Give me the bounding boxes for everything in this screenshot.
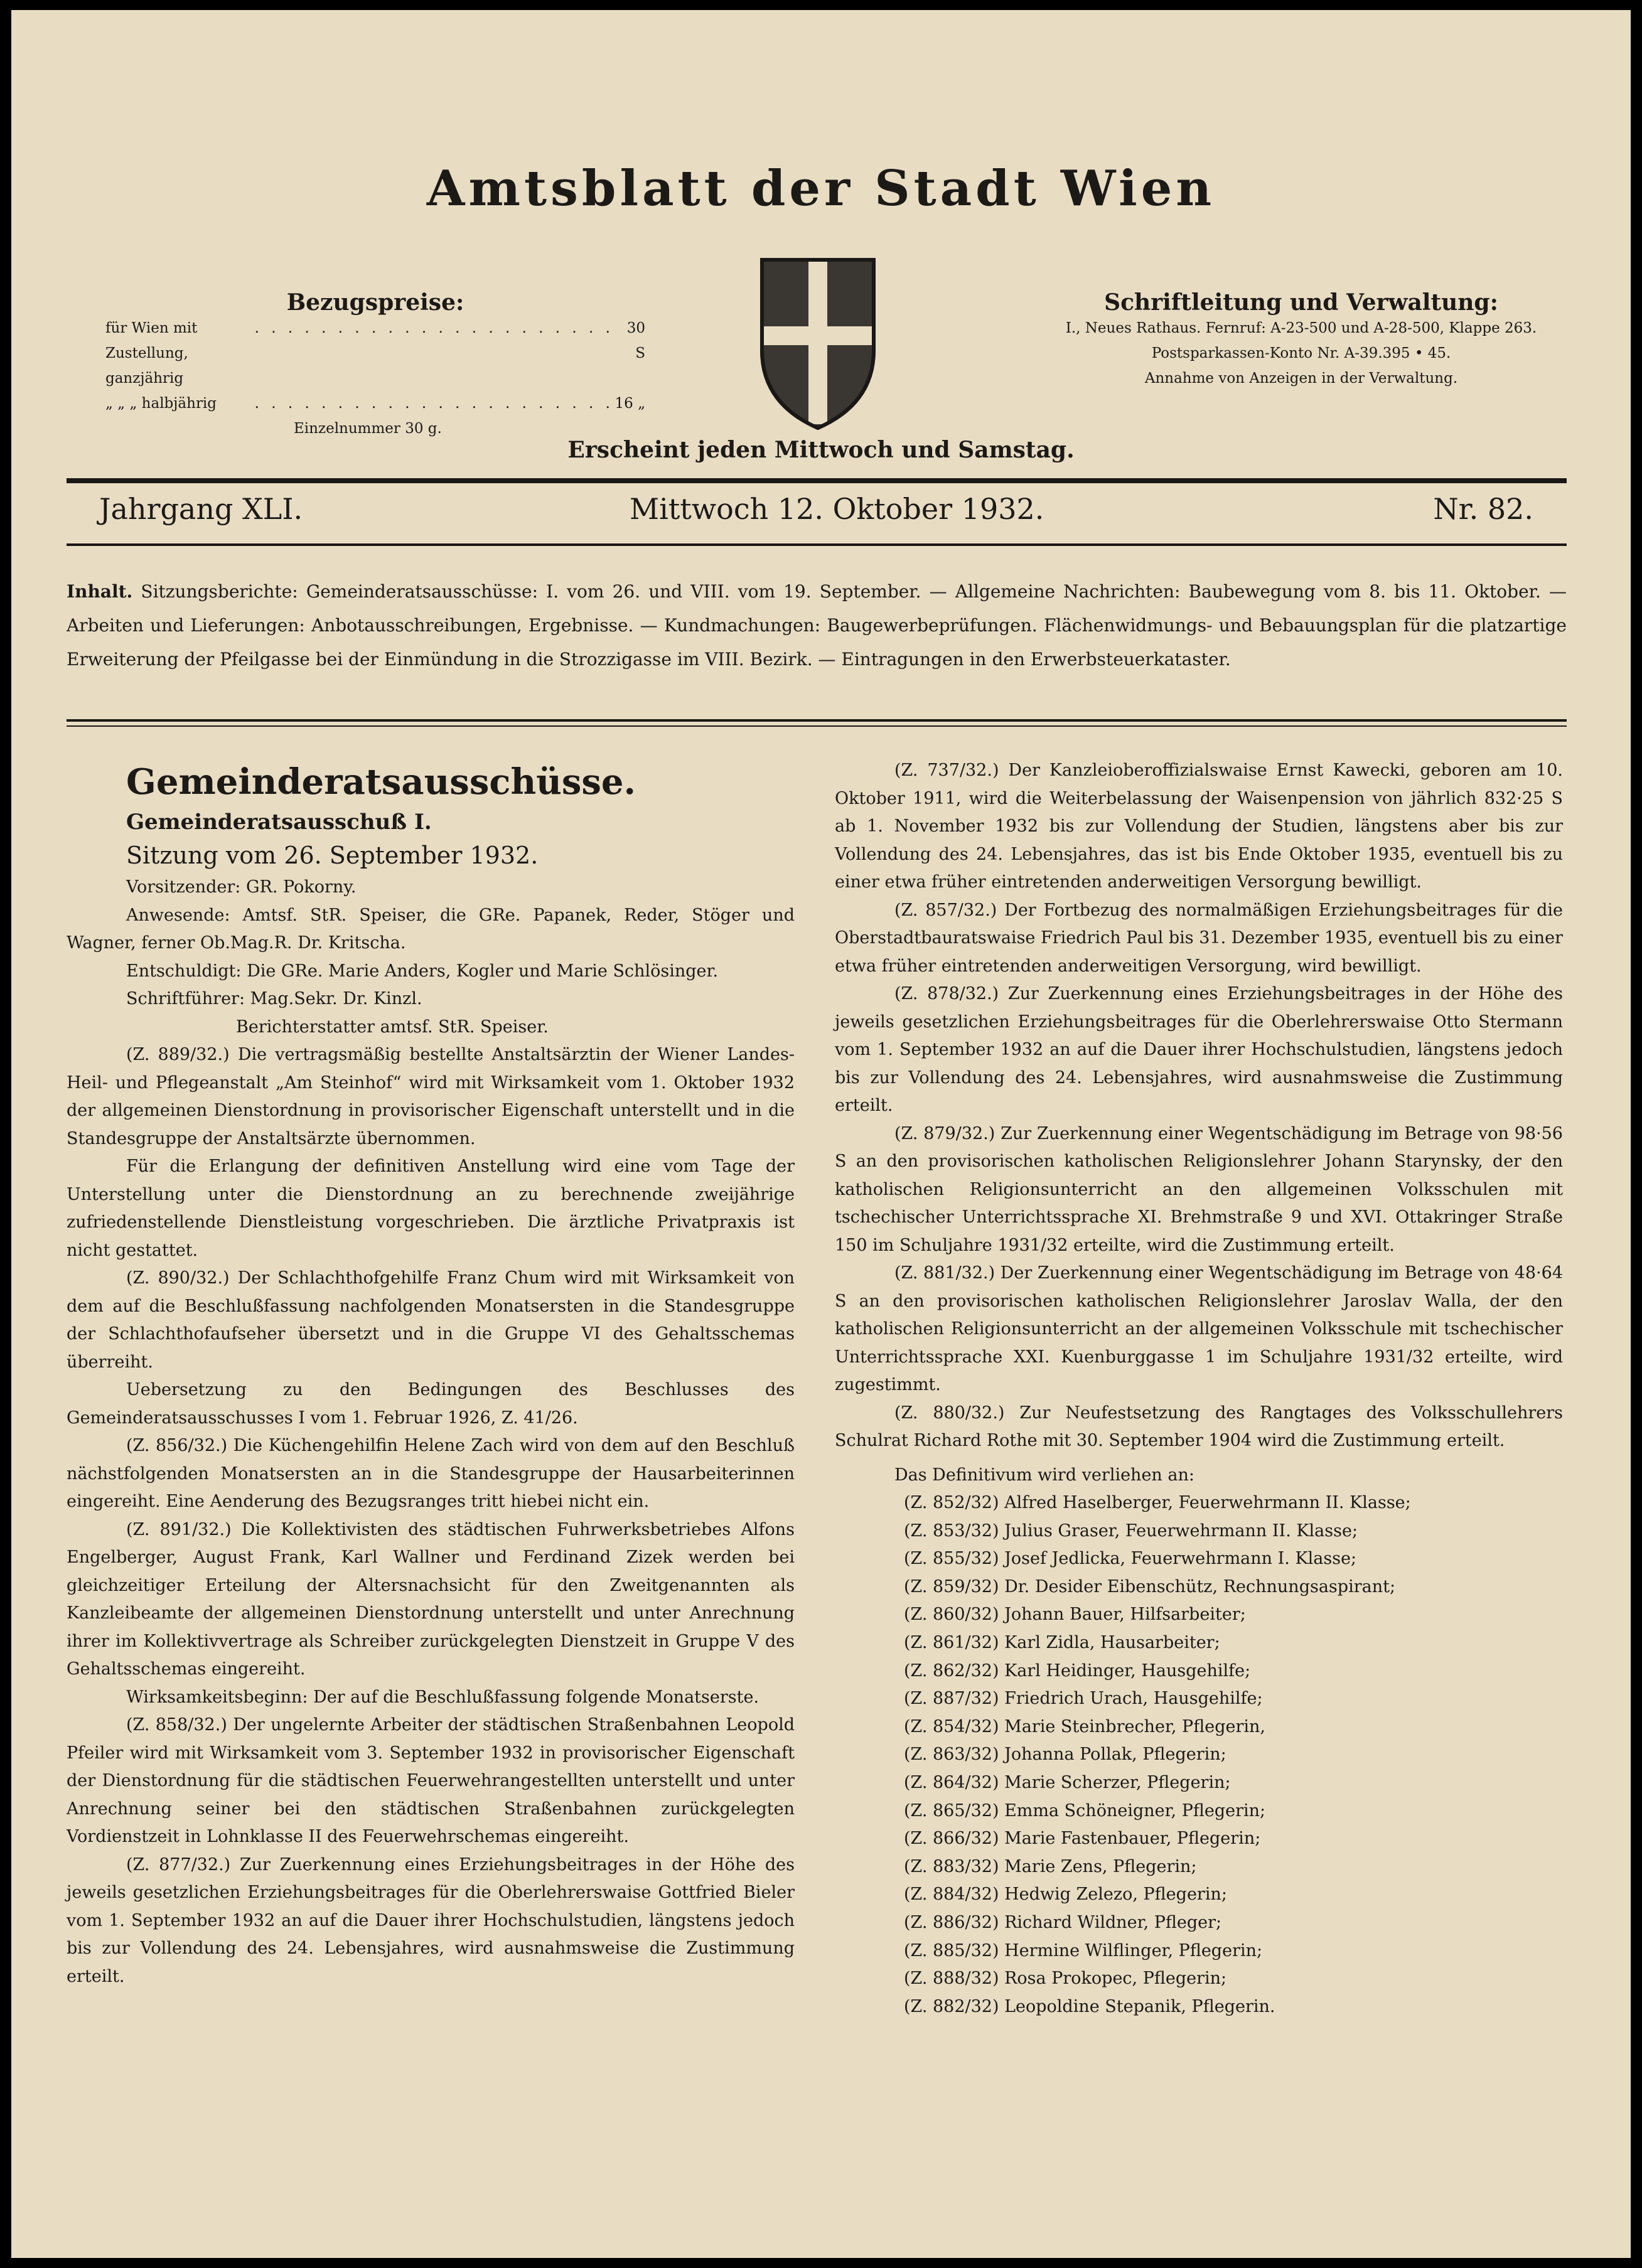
list-item: (Z. 888/32) Rosa Prokopec, Pflegerin; <box>904 1969 1227 1989</box>
divider <box>67 719 1567 722</box>
masthead-title: Amtsblatt der Stadt Wien <box>426 160 1216 217</box>
list-item: (Z. 883/32) Marie Zens, Pflegerin; <box>904 1856 1197 1876</box>
section-heading: Gemeinderatsausschüsse. <box>126 761 636 803</box>
paragraph: Schriftführer: Mag.Sekr. Dr. Kinzl. <box>126 989 422 1008</box>
list-item: (Z. 859/32) Dr. Desider Eibenschütz, Rechnungsaspirant; <box>904 1576 1396 1597</box>
issue-line <box>99 492 1533 536</box>
editorial-postal-account: Postsparkassen-Konto Nr. A-39.395 • 45. <box>1151 345 1451 361</box>
list-item: (Z. 884/32) Hedwig Zelezo, Pflegerin; <box>904 1885 1227 1905</box>
publication-schedule: Erscheint jeden Mittwoch und Samstag. <box>567 437 1075 463</box>
table-of-contents <box>67 575 1567 677</box>
list-item: (Z. 854/32) Marie Steinbrecher, Pflegerin, <box>904 1716 1265 1736</box>
committee-heading: Gemeinderatsausschuß I. <box>126 810 432 835</box>
single-issue-price: Einzelnummer 30 g. <box>294 420 442 437</box>
list-item: (Z. 861/32) Karl Zidla, Hausarbeiter; <box>904 1633 1220 1653</box>
list-item: (Z. 864/32) Marie Scherzer, Pflegerin; <box>904 1773 1231 1793</box>
price-value-annual: 30 S <box>626 320 645 361</box>
paragraph: Berichterstatter amtsf. StR. Speiser. <box>236 1017 549 1037</box>
leader-dots: . . . . . . . . . . . . . . . . . . . . . . <box>254 395 614 412</box>
paragraph: Entschuldigt: Die GRe. Marie Anders, Kogler und Marie Schlösinger. <box>126 961 719 981</box>
price-value-semiannual: 16 „ <box>614 395 645 412</box>
paragraph: (Z. 879/32.) Zur Zuerkennung einer Wegentschädigung im Betrage von 98·56 S an den provisorischen katholischen Religionslehrer Johann Starynsky, der den katholischen Religionsunterricht an den allgemeinen Volksschulen mit tschechischer Unterrichtssprache XI. Brehmstraße 9 und XVI. Ottakringer Straße 150 im Schuljahre 1931/32 erteilte, wird die Zustimmung erteilt. <box>835 1123 1563 1255</box>
divider <box>67 725 1567 727</box>
divider <box>67 543 1567 546</box>
leader-dots: . . . . . . . . . . . . . . . . . . . . . . <box>254 320 614 336</box>
paragraph: (Z. 877/32.) Zur Zuerkennung eines Erziehungsbeitrages in der Höhe des jeweils gesetzlichen Erziehungsbeitrages für die Oberlehrerswaise Gottfried Bieler vom 1. September 1932 an auf die Dauer ihrer Hochschulstudien, längstens jedoch bis zur Vollendung des 24. Lebensjahres, wird ausnahmsweise die Zustimmung erteilt. <box>67 1854 795 1986</box>
list-item: (Z. 853/32) Julius Graser, Feuerwehrmann II. Klasse; <box>904 1521 1358 1541</box>
list-item: (Z. 863/32) Johanna Pollak, Pflegerin; <box>904 1745 1226 1765</box>
paragraph: (Z. 880/32.) Zur Neufestsetzung des Rangtages des Volksschullehrers Schulrat Richard Rothe mit 30. September 1904 wird die Zustimmung erteilt. <box>835 1403 1563 1450</box>
paragraph: (Z. 891/32.) Die Kollektivisten des städtischen Fuhrwerksbetriebes Alfons Engelberger, August Frank, Karl Wallner und Ferdinand Zizek werden bei gleichzeitiger Erteilung der Altersnachsicht für den Zweitgenannten als Kanzleibeamte der allgemeinen Dienstordnung unterstellt und unter Anrechnung ihrer im Kollektivvertrage als Schreiber zurückgelegten Dienstzeit in Gruppe V des Gehaltsschemas eingereiht. <box>67 1519 795 1679</box>
paragraph: Uebersetzung zu den Bedingungen des Beschlusses des Gemeinderatsausschusses I vom 1. Februar 1926, Z. 41/26. <box>67 1380 795 1428</box>
session-heading: Sitzung vom 26. September 1932. <box>126 842 539 869</box>
list-item: (Z. 852/32) Alfred Haselberger, Feuerwehrmann II. Klasse; <box>904 1493 1411 1513</box>
newspaper-page <box>11 10 1631 2258</box>
price-label-semiannual: „ „ „ halbjährig <box>105 395 217 412</box>
issue-volume: Jahrgang XLI. <box>99 492 303 526</box>
paragraph: Vorsitzender: GR. Pokorny. <box>126 877 357 897</box>
paragraph: (Z. 858/32.) Der ungelernte Arbeiter der städtischen Straßenbahnen Leopold Pfeiler wird mit Wirksamkeit vom 3. September 1932 in provisorischer Eigenschaft der Dienstordnung für die städtischen Feuerwehrangestellten unterstellt und unter Anrechnung seiner bei den städtischen Straßenbahnen zurückgelegten Vordienstzeit in Lohnklasse II des Feuerwehrschemas eingereiht. <box>67 1715 795 1846</box>
paragraph: (Z. 856/32.) Die Küchengehilfin Helene Zach wird von dem auf den Beschluß nächstfolgenden Monatsersten an in die Standesgruppe der Hausarbeiterinnen eingereiht. Eine Aenderung des Bezugsranges tritt hiebei nicht ein. <box>67 1436 795 1511</box>
editorial-office <box>1044 289 1559 391</box>
paragraph: (Z. 878/32.) Zur Zuerkennung eines Erziehungsbeitrages in der Höhe des jeweils gesetzlichen Erziehungsbeitrages für die Oberlehrerswaise Otto Stermann vom 1. September 1932 an auf die Dauer ihrer Hochschulstudien, längstens jedoch bis zur Vollendung des 24. Lebensjahres, wird ausnahmsweise die Zustimmung erteilt. <box>835 984 1563 1115</box>
divider <box>67 478 1567 483</box>
issue-date: Mittwoch 12. Oktober 1932. <box>630 492 1044 526</box>
subscription-prices <box>105 289 645 441</box>
editorial-title: Schriftleitung und Verwaltung: <box>1104 289 1498 316</box>
list-item: (Z. 865/32) Emma Schöneigner, Pflegerin; <box>904 1800 1266 1821</box>
paragraph: (Z. 857/32.) Der Fortbezug des normalmäßigen Erziehungsbeitrages für die Oberstadtbauratswaise Friedrich Paul bis 31. Dezember 1935, eventuell bis zu einer etwa früher eintretenden anderweitigen Versorgung, wird bewilligt. <box>835 900 1563 976</box>
list-item: (Z. 860/32) Johann Bauer, Hilfsarbeiter; <box>904 1605 1246 1625</box>
list-item: (Z. 885/32) Hermine Wilflinger, Pflegerin; <box>904 1940 1263 1960</box>
issue-number: Nr. 82. <box>1433 492 1533 526</box>
list-item: (Z. 862/32) Karl Heidinger, Hausgehilfe; <box>904 1661 1251 1681</box>
editorial-address: I., Neues Rathaus. Fernruf: A-23-500 und A-28-500, Klappe 263. <box>1065 320 1537 336</box>
contents-text: Sitzungsberichte: Gemeinderatsausschüsse: I. vom 26. und VIII. vom 19. September. — Allgemeine Nachrichten: Baubewegung vom 8. bis 11. Oktober. — Arbeiten und Lieferungen: Anbotausschreibungen, Ergebnisse. — Kundmachungen: Baugewerbeprüfungen. Flächenwidmungs- und Bebauungsplan für die platzartige Erweiterung der Pfeilgasse bei der Einmündung in die Strozzigasse im VIII. Bezirk. — Eintragungen in den Erwerbsteuerkataster. <box>67 581 1567 670</box>
paragraph: (Z. 881/32.) Der Zuerkennung einer Wegentschädigung im Betrage von 48·64 S an den provisorischen katholischen Religionslehrer Jaroslav Walla, der den katholischen Religionsunterricht an der allgemeinen Volksschule mit tschechischer Unterrichtssprache XXI. Kuenburggasse 1 im Schuljahre 1931/32 erteilte, wird zugestimmt. <box>835 1263 1563 1394</box>
price-row-semiannual <box>105 391 645 416</box>
paragraph: Für die Erlangung der definitiven Anstellung wird eine vom Tage der Unterstellung unter die Dienstordnung an zu berechnende zweijährige zufriedenstellende Dienstleistung vorgeschrieben. Die ärztliche Privatpraxis ist nicht gestattet. <box>67 1157 795 1260</box>
right-column <box>835 757 1563 2021</box>
paragraph: (Z. 889/32.) Die vertragsmäßig bestellte Anstaltsärztin der Wiener Landes-Heil- und Pflegeanstalt „Am Steinhof“ wird mit Wirksamkeit vom 1. Oktober 1932 der allgemeinen Dienstordnung in provisorischer Eigenschaft unterstellt und in die Standesgruppe der Anstaltsärzte übernommen. <box>67 1045 795 1148</box>
editorial-ads-note: Annahme von Anzeigen in der Verwaltung. <box>1144 370 1458 387</box>
list-item: (Z. 855/32) Josef Jedlicka, Feuerwehrmann I. Klasse; <box>904 1549 1357 1569</box>
left-column <box>67 757 795 1991</box>
appointments-list <box>835 1489 1563 2021</box>
vienna-coat-of-arms-icon <box>758 256 877 432</box>
paragraph: (Z. 890/32.) Der Schlachthofgehilfe Franz Chum wird mit Wirksamkeit von dem auf die Beschlußfassung nachfolgenden Monatsersten in die Standesgruppe der Schlachthofaufseher übersetzt und in die Gruppe VI des Gehaltsschemas überreiht. <box>67 1268 795 1372</box>
contents-label: Inhalt. <box>67 581 133 602</box>
paragraph: (Z. 737/32.) Der Kanzleioberoffizialswaise Ernst Kawecki, geboren am 10. Oktober 1911, wird die Weiterbelassung der Waisenpension von jährlich 832·25 S ab 1. November 1932 bis zur Vollendung der Studien, längstens aber bis zur Vollendung des 24. Lebensjahres, das ist bis Ende Oktober 1935, eventuell bis zu einer etwa früher eintretenden anderweitigen Versorgung bewilligt. <box>835 761 1563 892</box>
list-item: (Z. 887/32) Friedrich Urach, Hausgehilfe; <box>904 1689 1263 1709</box>
subscription-title: Bezugspreise: <box>286 289 464 316</box>
paragraph: Anwesende: Amtsf. StR. Speiser, die GRe. Papanek, Reder, Stöger und Wagner, ferner Ob.Mag.R. Dr. Kritscha. <box>67 905 795 953</box>
list-item: (Z. 866/32) Marie Fastenbauer, Pflegerin; <box>904 1829 1261 1849</box>
list-item: (Z. 886/32) Richard Wildner, Pfleger; <box>904 1913 1222 1932</box>
list-intro: Das Definitivum wird verliehen an: <box>894 1465 1194 1485</box>
list-item: (Z. 882/32) Leopoldine Stepanik, Pflegerin. <box>904 1996 1275 2016</box>
paragraph: Wirksamkeitsbeginn: Der auf die Beschlußfassung folgende Monatserste. <box>126 1687 759 1707</box>
price-row-annual <box>105 316 645 391</box>
price-label-annual: für Wien mit Zustellung, ganzjährig <box>105 320 198 387</box>
